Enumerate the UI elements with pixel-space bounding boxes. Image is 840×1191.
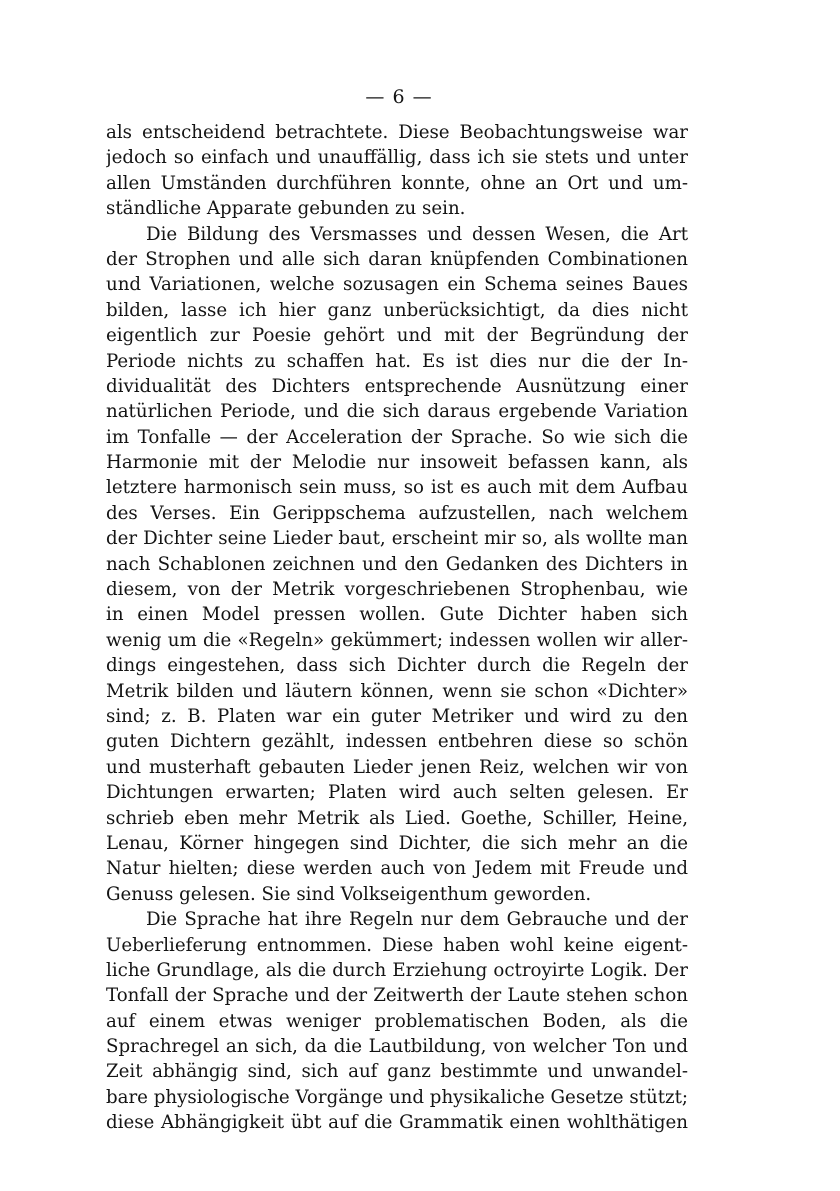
- text-line: Periode nichts zu schaffen hat. Es ist dies nur die der In-: [106, 350, 688, 372]
- paragraph: [106, 120, 688, 222]
- text-line: bilden, lasse ich hier ganz unberücksichtigt, da dies nicht: [106, 299, 688, 321]
- text-line: wenig um die «Regeln» gekümmert; indessen wollen wir aller-: [106, 629, 688, 651]
- text-line: natürlichen Periode, und die sich daraus ergebende Variation: [106, 401, 688, 423]
- text-line: Sprachregel an sich, da die Lautbildung, von welcher Ton und: [106, 1036, 688, 1058]
- text-line: Die Bildung des Versmasses und dessen Wesen, die Art: [146, 223, 688, 245]
- text-line: nach Schablonen zeichnen und den Gedanken des Dichters in: [106, 553, 688, 575]
- text-line: dings eingestehen, dass sich Dichter durch die Regeln der: [106, 655, 688, 677]
- text-line: schrieb eben mehr Metrik als Lied. Goethe, Schiller, Heine,: [106, 807, 688, 829]
- text-line: Harmonie mit der Melodie nur insoweit befassen kann, als: [106, 452, 688, 474]
- text-line: diesem, von der Metrik vorgeschriebenen Strophenbau, wie: [106, 579, 688, 601]
- body-text: [106, 120, 688, 1136]
- text-line: Metrik bilden und läutern können, wenn sie schon «Dichter»: [106, 680, 688, 702]
- text-line: als entscheidend betrachtete. Diese Beobachtungsweise war: [106, 122, 688, 143]
- text-line: Ueberlieferung entnommen. Diese haben wohl keine eigent-: [106, 934, 688, 956]
- text-line: ständliche Apparate gebunden zu sein.: [106, 198, 466, 220]
- text-line: auf einem etwas weniger problematischen Boden, als die: [106, 1010, 688, 1032]
- text-line: letztere harmonisch sein muss, so ist es auch mit dem Aufbau: [106, 477, 688, 499]
- text-line: bare physiologische Vorgänge und physikaliche Gesetze stützt;: [106, 1086, 688, 1108]
- paragraph: [106, 222, 688, 908]
- text-line: guten Dichtern gezählt, indessen entbehren diese so schön: [106, 731, 688, 753]
- text-line: Tonfall der Sprache und der Zeitwerth der Laute stehen schon: [106, 985, 688, 1007]
- text-line: jedoch so einfach und unauffällig, dass ich sie stets und unter: [106, 147, 688, 169]
- text-line: Dichtungen erwarten; Platen wird auch selten gelesen. Er: [106, 782, 688, 804]
- text-line: sind; z. B. Platen war ein guter Metriker und wird zu den: [106, 705, 688, 727]
- text-line: Genuss gelesen. Sie sind Volkseigenthum geworden.: [106, 883, 592, 905]
- text-line: im Tonfalle — der Acceleration der Sprache. So wie sich die: [106, 426, 688, 448]
- text-line: und musterhaft gebauten Lieder jenen Reiz, welchen wir von: [106, 756, 688, 778]
- text-line: und Variationen, welche sozusagen ein Schema seines Baues: [106, 274, 688, 296]
- paragraph: [106, 907, 688, 1136]
- text-line: des Verses. Ein Gerippschema aufzustellen, nach welchem: [106, 502, 688, 524]
- text-line: in einen Model pressen wollen. Gute Dichter haben sich: [106, 604, 688, 626]
- text-line: der Strophen und alle sich daran knüpfenden Combinationen: [106, 248, 688, 270]
- page-number: — 6 —: [365, 86, 433, 108]
- text-line: dividualität des Dichters entsprechende Ausnützung einer: [106, 375, 688, 397]
- text-line: Natur hielten; diese werden auch von Jedem mit Freude und: [106, 858, 688, 880]
- text-line: Die Sprache hat ihre Regeln nur dem Gebrauche und der: [146, 909, 688, 931]
- text-line: diese Abhängigkeit übt auf die Grammatik einen wohlthätigen: [106, 1112, 688, 1134]
- text-line: der Dichter seine Lieder baut, erscheint mir so, als wollte man: [106, 528, 688, 550]
- text-line: allen Umständen durchführen konnte, ohne an Ort und um-: [106, 172, 688, 194]
- text-line: liche Grundlage, als die durch Erziehung octroyirte Logik. Der: [106, 959, 688, 981]
- text-line: Zeit abhängig sind, sich auf ganz bestimmte und unwandel-: [106, 1061, 688, 1083]
- text-line: Lenau, Körner hingegen sind Dichter, die sich mehr an die: [106, 832, 688, 854]
- text-line: eigentlich zur Poesie gehört und mit der Begründung der: [106, 325, 688, 347]
